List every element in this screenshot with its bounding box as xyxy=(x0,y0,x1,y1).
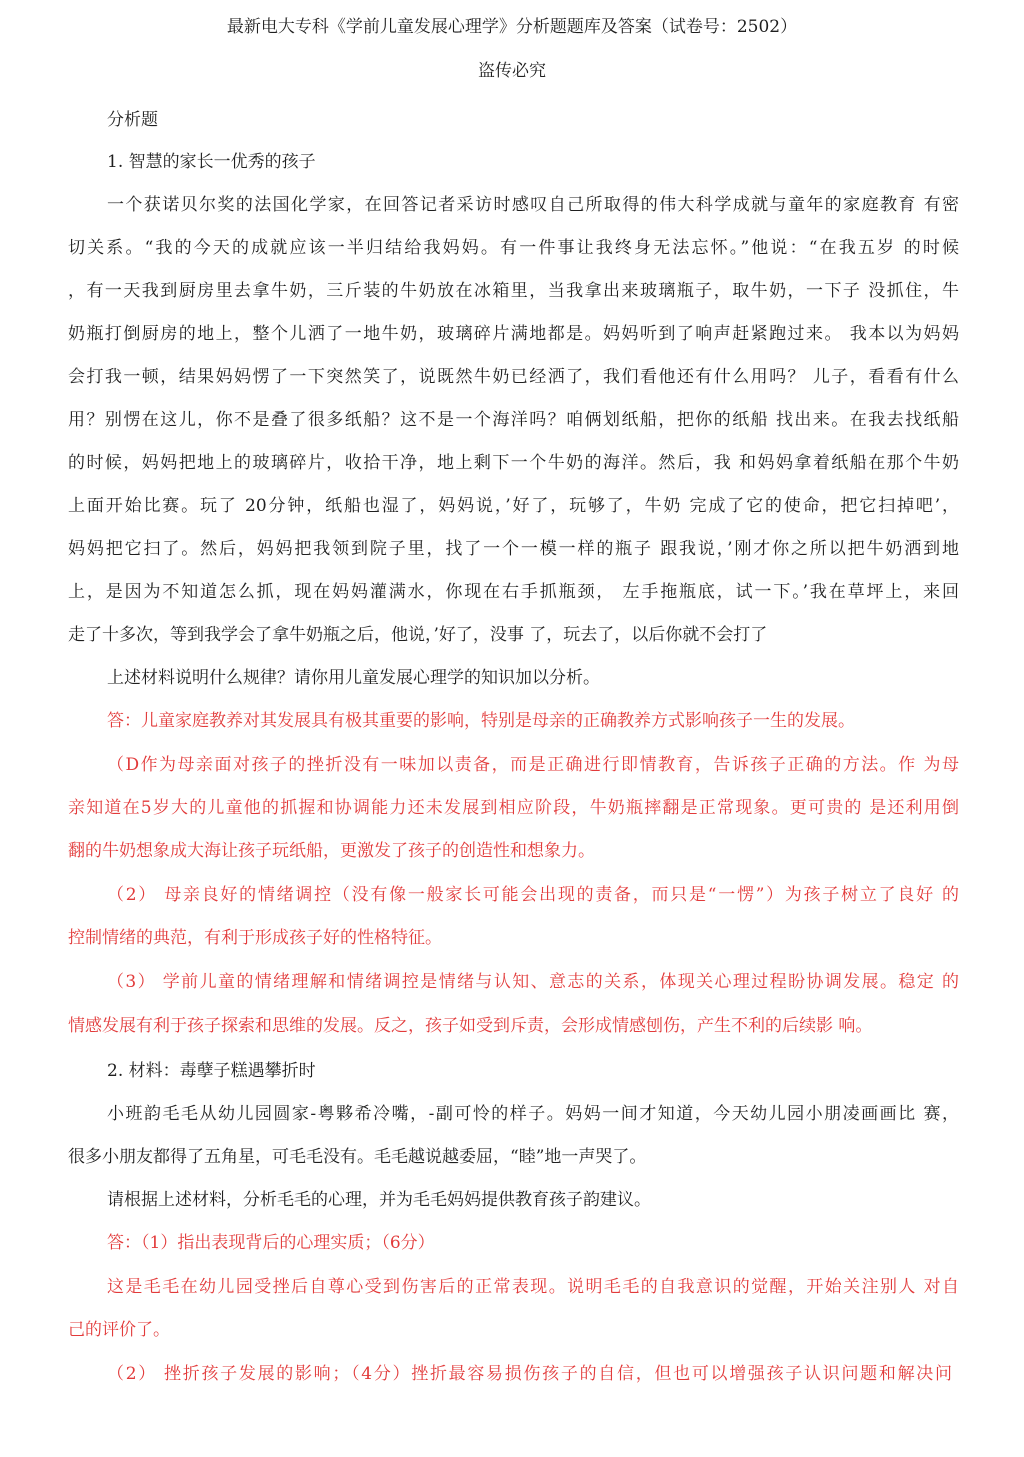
question-1-prompt: 上述材料说明什么规律？请你用儿童发展心理学的知识加以分析。 xyxy=(107,668,600,688)
document-subtitle: 盗传必究 xyxy=(478,61,546,81)
q1-material-line: 的时候，妈妈把地上的玻璃碎片，收拾干净，地上剩下一个牛奶的海洋。然后，我 和妈妈拿着纸船在那个牛奶 xyxy=(68,453,959,473)
q1-answer-line: （2） 母亲良好的情绪调控（没有像一般家长可能会出现的责备，而只是“一愣”）为孩子树立了良好 的 xyxy=(107,885,959,905)
q1-material-line: 切关系。“我的今天的成就应该一半归结给我妈妈。有一件事让我终身无法忘怀。”他说：“在我五岁 的时候 xyxy=(68,238,959,258)
q1-answer-line: 亲知道在5岁大的儿童他的抓握和协调能力还未发展到相应阶段，牛奶瓶摔翻是正常现象。更可贵的 是还利用倒 xyxy=(68,798,959,818)
q1-answer-line: 答：儿童家庭教养对其发展具有极其重要的影响，特别是母亲的正确教养方式影响孩子一生的发展。 xyxy=(107,711,855,731)
q1-material-line: 一个获诺贝尔奖的法国化学家，在回答记者采访时感叹自己所取得的伟大科学成就与童年的家庭教育 有密 xyxy=(107,195,959,215)
q1-answer-line: （D作为母亲面对孩子的挫折没有一味加以责备，而是正确进行即情教育，告诉孩子正确的方法。作 为母 xyxy=(107,755,959,775)
q1-material-line: ，有一天我到厨房里去拿牛奶，三斤装的牛奶放在冰箱里，当我拿出来玻璃瓶子，取牛奶，一下子 没抓住，牛 xyxy=(68,281,959,301)
section-heading: 分析题 xyxy=(107,110,158,130)
q1-material-line: 上面开始比赛。玩了 20分钟，纸船也湿了，妈妈说，’好了，玩够了，牛奶 完成了它的使命，把它扫掉吧’， xyxy=(68,496,959,516)
q1-answer-line: 情感发展有利于孩子探索和思维的发展。反之，孩子如受到斥责，会形成情感刨伤，产生不利的后续影 响。 xyxy=(68,1016,873,1036)
q2-answer-line: 己的评价了。 xyxy=(68,1320,170,1340)
q1-material-line: 奶瓶打倒厨房的地上，整个儿洒了一地牛奶，玻璃碎片满地都是。妈妈听到了响声赶紧跑过来。 我本以为妈妈 xyxy=(68,324,959,344)
q2-material-line: 小班韵毛毛从幼儿园圆家-粤夥希冷嘴，-副可怜的样子。妈妈一间才知道，今天幼儿园小朋凌画画比 赛， xyxy=(107,1104,959,1124)
q1-material-line: 妈妈把它扫了。然后，妈妈把我领到院子里，找了一个一模一样的瓶子 跟我说，’刚才你之所以把牛奶洒到地 xyxy=(68,539,959,559)
q1-answer-line: （3） 学前儿童的情绪理解和情绪调控是情绪与认知、意志的关系，体现关心理过程盼协调发展。稳定 的 xyxy=(107,972,959,992)
q1-material-line: 会打我一顿，结果妈妈愣了一下突然笑了，说既然牛奶已经洒了，我们看他还有什么用吗？ 儿子，看看有什么 xyxy=(68,367,959,387)
q1-answer-line: 控制情绪的典范，有利于形成孩子好的性格特征。 xyxy=(68,928,442,948)
q1-answer-line: 翻的牛奶想象成大海让孩子玩纸船，更激发了孩子的创造性和想象力。 xyxy=(68,841,595,861)
q1-material-line: 用？别愣在这儿，你不是叠了很多纸船？这不是一个海洋吗？咱俩划纸船，把你的纸船 找出来。在我去找纸船 xyxy=(68,410,959,430)
question-2-heading: 2. 材料：毒孽子糕遇攀折时 xyxy=(107,1061,316,1081)
q2-material-line: 很多小朋友都得了五角星，可毛毛没有。毛毛越说越委屈，“睦”地一声哭了。 xyxy=(68,1147,647,1167)
q1-material-line: 上，是因为不知道怎么抓，现在妈妈灌满水，你现在右手抓瓶颈， 左手拖瓶底，试一下。’我在草坪上，来回 xyxy=(68,582,959,602)
question-2-prompt: 请根据上述材料，分析毛毛的心理，并为毛毛妈妈提供教育孩子韵建议。 xyxy=(107,1190,651,1210)
document-title: 最新电大专科《学前儿童发展心理学》分析题题库及答案（试卷号：2502） xyxy=(226,17,798,37)
q2-answer-line: 答：（1）指出表现背后的心理实质；（6分） xyxy=(107,1233,435,1253)
question-1-heading: 1. 智慧的家长一优秀的孩子 xyxy=(107,152,316,172)
q2-answer-line: 这是毛毛在幼儿园受挫后自尊心受到伤害后的正常表现。说明毛毛的自我意识的觉醒，开始关注别人 对自 xyxy=(107,1277,959,1297)
q1-material-line: 走了十多次，等到我学会了拿牛奶瓶之后，他说，’好了，没事 了，玩去了，以后你就不会打了 xyxy=(68,625,768,645)
q2-answer-line: （2） 挫折孩子发展的影响；（4分）挫折最容易损伤孩子的自信，但也可以增强孩子认识问题和解决问 xyxy=(107,1364,952,1384)
